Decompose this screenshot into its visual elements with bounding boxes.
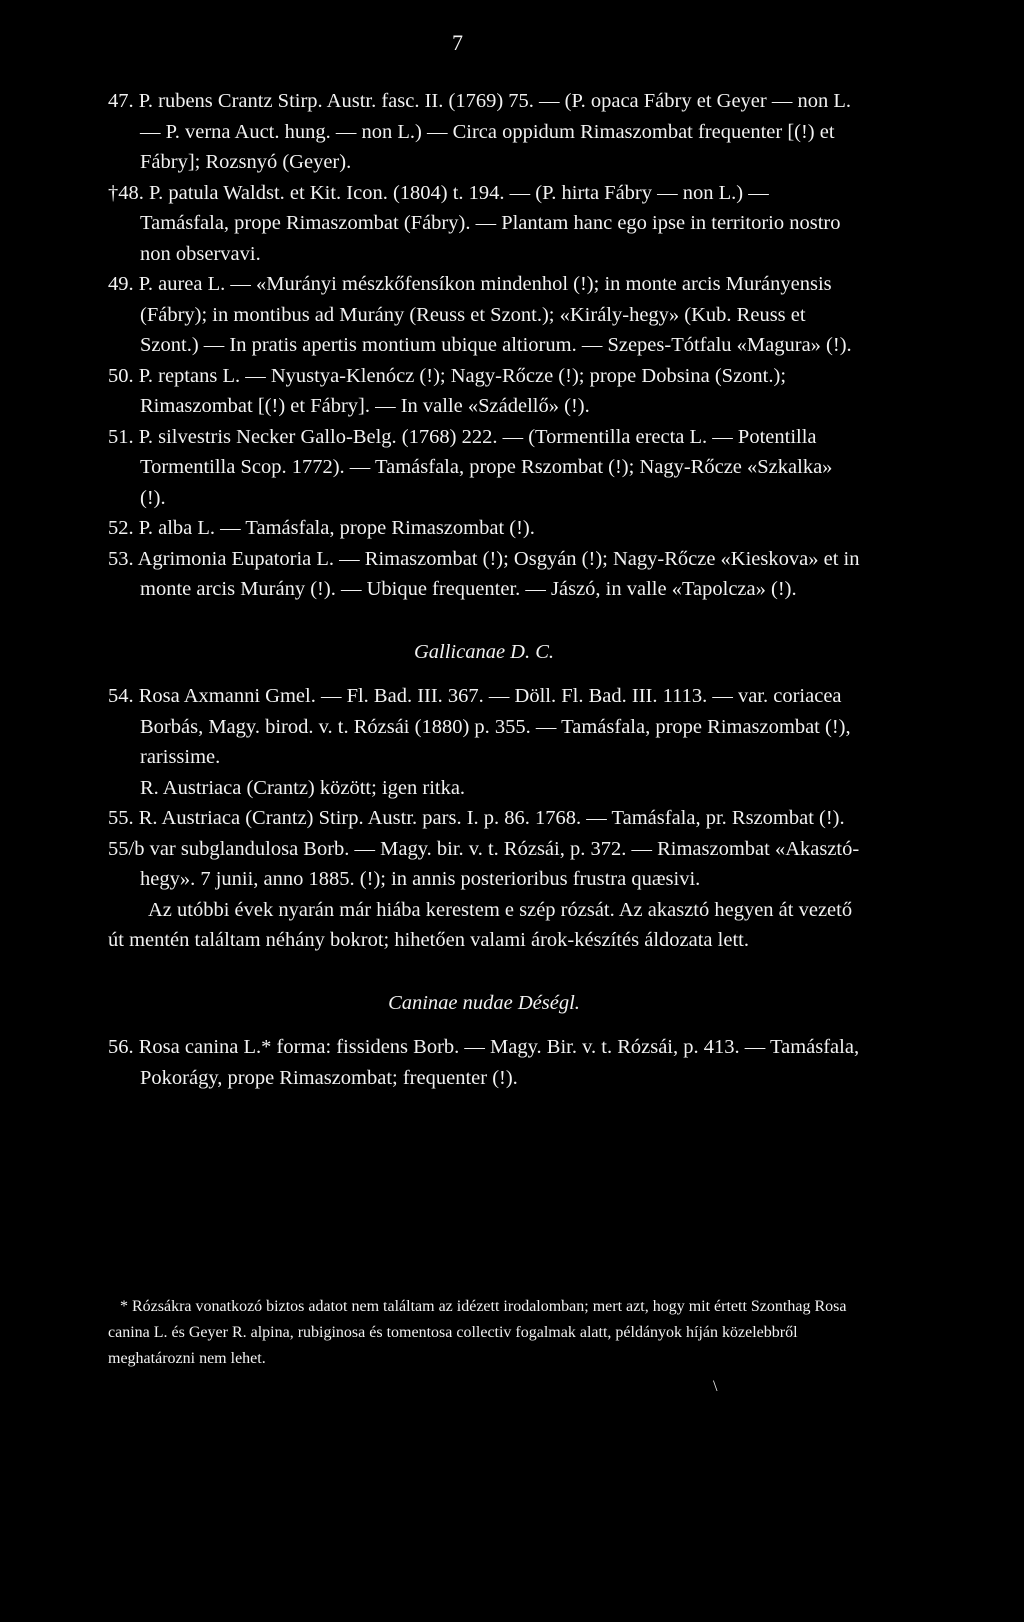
entry-53: 53. Agrimonia Eupatoria L. — Rimaszombat (!); Osgyán (!); Nagy-Rőcze «Kieskova» et in monte arcis Murány (!). — Ubique frequenter. — Jászó, in valle «Tapolcza» (!). — [108, 547, 860, 600]
entry-51: 51. P. silvestris Necker Gallo-Belg. (1768) 222. — (Tormentilla erecta L. — Potentilla Tormentilla Scop. 1772). — Tamásfala, prope Rszombat (!); Nagy-Rőcze «Szkalka» (!). — [108, 425, 833, 509]
entry-48: †48. P. patula Waldst. et Kit. Icon. (1804) t. 194. — (P. hirta Fábry — non L.) — Tamásfala, prope Rimaszombat (Fábry). — Plantam hanc ego ipse in territorio nostro non observavi. — [108, 181, 841, 265]
entry-54: 54. Rosa Axmanni Gmel. — Fl. Bad. III. 367. — Döll. Fl. Bad. III. 1113. — var. coriacea Borbás, Magy. birod. v. t. Rózsái (1880) p. 355. — Tamásfala, prope Rimaszombat (!), rarissime. — [108, 685, 851, 768]
entry-54-note: R. Austriaca (Crantz) között; igen ritka. — [140, 776, 466, 799]
entry-list — [108, 86, 860, 1093]
footnote: * Rózsákra vonatkozó biztos adatot nem találtam az idézett irodalomban; mert azt, hogy mit értett Szonthag Rosa canina L. és Geyer R. alpina, rubiginosa és tomentosa collectiv fogalmak alatt, példányok híján közelebbről meghatározni nem lehet. — [108, 1298, 847, 1367]
entry-49: 49. P. aurea L. — «Murányi mészkőfensíkon mindenhol (!); in monte arcis Murányensis (Fábry); in montibus ad Murány (Reuss et Szont.); «Király-hegy» (Kub. Reuss et Szont.) — In pratis apertis montium ubique altiorum. — Szepes-Tótfalu «Magura» (!). — [108, 273, 852, 356]
entry-47: 47. P. rubens Crantz Stirp. Austr. fasc. II. (1769) 75. — (P. opaca Fábry et Geyer — non L. — P. verna Auct. hung. — non L.) — Circa oppidum Rimaszombat frequenter [(!) et Fábry]; Rozsnyó (Geyer). — [108, 90, 851, 173]
section-heading-gallicanae: Gallicanae D. C. — [413, 640, 555, 663]
section-heading-caninae: Caninae nudae Déségl. — [388, 991, 580, 1014]
entry-52: 52. P. alba L. — Tamásfala, prope Rimaszombat (!). — [108, 517, 535, 539]
entry-55: 55. R. Austriaca (Crantz) Stirp. Austr. pars. I. p. 86. 1768. — Tamásfala, pr. Rszombat (!). — [108, 807, 845, 829]
entry-55b: 55/b var subglandulosa Borb. — Magy. bir. v. t. Rózsái, p. 372. — Rimaszombat «Akasztó-hegy». 7 junii, anno 1885. (!); in annis posterioribus frustra quæsivi. — [108, 837, 860, 890]
page-number: 7 — [452, 30, 463, 55]
entry-56: 56. Rosa canina L.* forma: fissidens Borb. — Magy. Bir. v. t. Rózsái, p. 413. — Tamásfala, Pokorágy, prope Rimaszombat; frequenter (!). — [108, 1036, 860, 1089]
entry-55b-note: Az utóbbi évek nyarán már hiába kerestem e szép rózsát. Az akasztó hegyen át vezető út mentén találtam néhány bokrot; hihetően valami árok-készítés áldozata lett. — [108, 898, 853, 951]
stray-mark: \ — [713, 1378, 718, 1395]
entry-50: 50. P. reptans L. — Nyustya-Klenócz (!); Nagy-Rőcze (!); prope Dobsina (Szont.); Rimaszombat [(!) et Fábry]. — In valle «Szádellő» (!). — [108, 364, 787, 417]
